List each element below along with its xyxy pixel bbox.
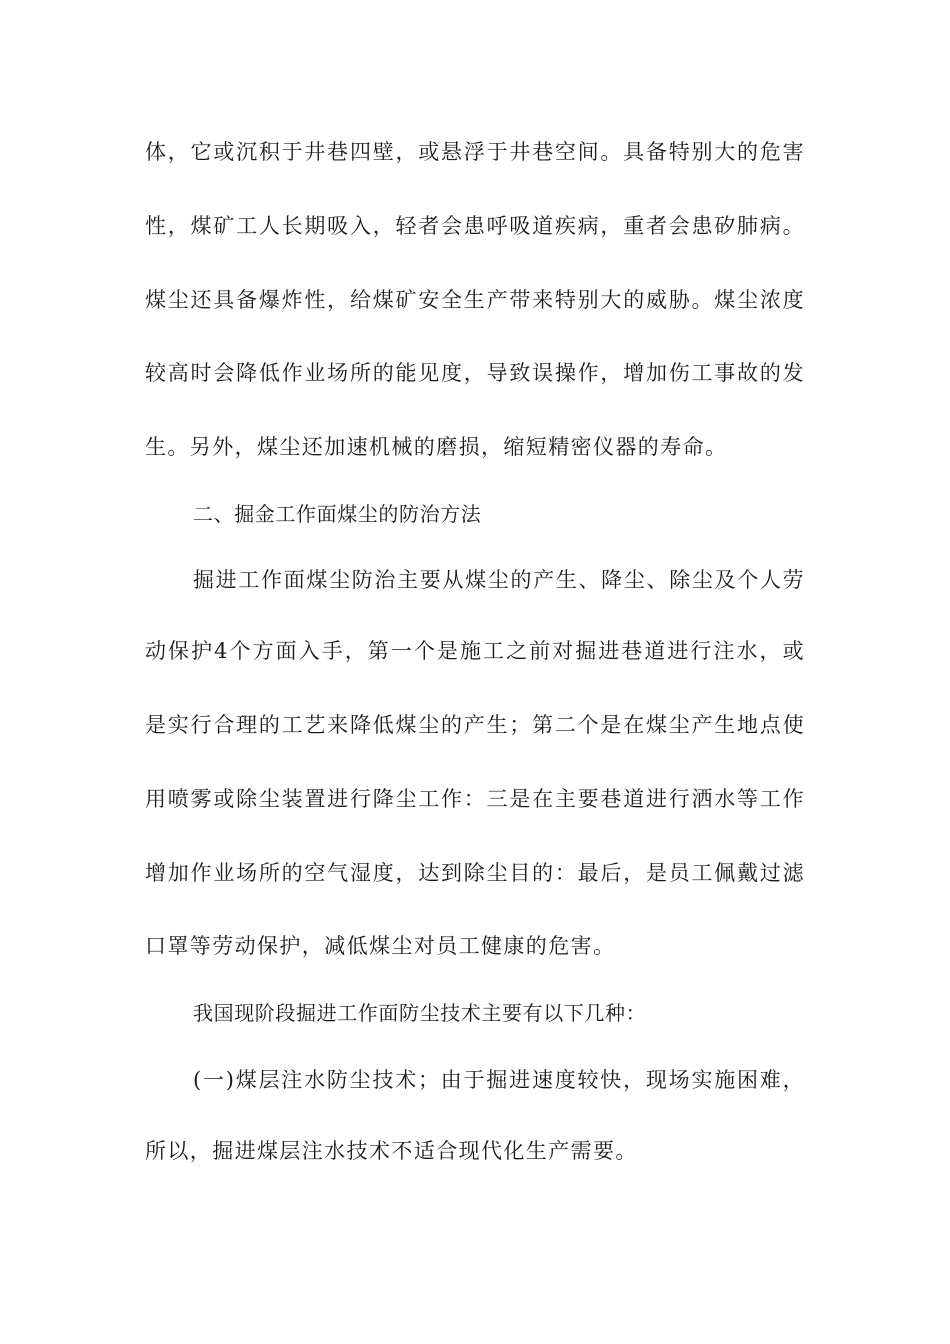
paragraph-line: 性，煤矿工人长期吸入，轻者会患呼吸道疾病，重者会患矽肺病。	[145, 214, 805, 238]
section-heading: 二、掘金工作面煤尘的防治方法	[193, 502, 482, 526]
paragraph-line: 口罩等劳动保护，减低煤尘对员工健康的危害。	[145, 934, 616, 958]
paragraph-line: 较高时会降低作业场所的能见度，导致误操作，增加伤工事故的发	[145, 361, 805, 385]
paragraph-line: 动保护4个方面入手，第一个是施工之前对掘进巷道进行注水，或	[145, 639, 805, 663]
paragraph-line: 煤尘还具备爆炸性，给煤矿安全生产带来特别大的威胁。煤尘浓度	[145, 288, 805, 312]
paragraph-line: 生。另外，煤尘还加速机械的磨损，缩短精密仪器的寿命。	[145, 435, 728, 459]
paragraph-line: 增加作业场所的空气湿度，达到除尘目的：最后，是员工佩戴过滤	[145, 861, 805, 885]
paragraph-line: 掘进工作面煤尘防治主要从煤尘的产生、降尘、除尘及个人劳	[193, 568, 805, 592]
paragraph-line: 用喷雾或除尘装置进行降尘工作：三是在主要巷道进行洒水等工作	[145, 787, 805, 811]
paragraph-line: 我国现阶段掘进工作面防尘技术主要有以下几种：	[193, 1001, 647, 1025]
paragraph-line: 体，它或沉积于井巷四壁，或悬浮于井巷空间。具备特别大的危害	[145, 140, 805, 164]
paragraph-line: 所以，掘进煤层注水技术不适合现代化生产需要。	[145, 1139, 638, 1163]
paragraph-line: (一)煤层注水防尘技术；由于掘进速度较快，现场实施困难，	[193, 1068, 805, 1092]
paragraph-line: 是实行合理的工艺来降低煤尘的产生；第二个是在煤尘产生地点使	[145, 713, 805, 737]
